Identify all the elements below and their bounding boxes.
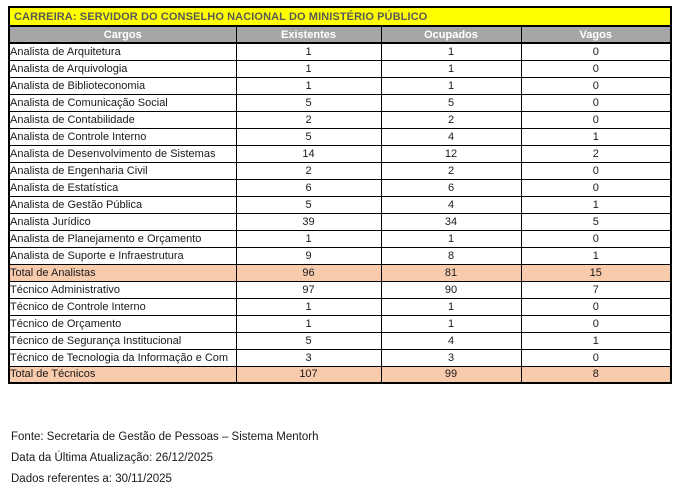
existentes-cell: 1 (236, 315, 381, 332)
table-row (9, 77, 671, 94)
cargo-cell: Analista de Biblioteconomia (9, 77, 236, 94)
table-row (9, 281, 671, 298)
cargo-cell: Analista de Estatística (9, 179, 236, 196)
footer-source: Fonte: Secretaria de Gestão de Pessoas – Sistema Mentorh (11, 431, 319, 443)
ocupados-cell: 34 (381, 213, 521, 230)
existentes-cell: 107 (236, 366, 381, 383)
vagos-cell: 8 (521, 366, 671, 383)
footer-reference-date: Dados referentes a: 30/11/2025 (11, 473, 172, 485)
existentes-cell: 97 (236, 281, 381, 298)
table-row (9, 162, 671, 179)
ocupados-cell: 2 (381, 162, 521, 179)
table-row (9, 349, 671, 366)
cargo-cell: Analista Jurídico (9, 213, 236, 230)
vagos-cell: 0 (521, 162, 671, 179)
cargo-cell: Total de Técnicos (9, 366, 236, 383)
existentes-cell: 14 (236, 145, 381, 162)
cargo-cell: Técnico de Tecnologia da Informação e Com (9, 349, 236, 366)
vagos-cell: 0 (521, 111, 671, 128)
table-row (9, 366, 671, 383)
vagos-cell: 0 (521, 298, 671, 315)
table-row (9, 43, 671, 60)
cargo-cell: Analista de Planejamento e Orçamento (9, 230, 236, 247)
ocupados-cell: 1 (381, 230, 521, 247)
ocupados-cell: 8 (381, 247, 521, 264)
footer-last-update: Data da Última Atualização: 26/12/2025 (11, 452, 214, 464)
ocupados-cell: 4 (381, 332, 521, 349)
existentes-cell: 1 (236, 60, 381, 77)
table-body (9, 43, 671, 383)
vagos-cell: 1 (521, 128, 671, 145)
existentes-cell: 9 (236, 247, 381, 264)
table-row (9, 298, 671, 315)
vagos-cell: 5 (521, 213, 671, 230)
ocupados-cell: 1 (381, 315, 521, 332)
ocupados-cell: 3 (381, 349, 521, 366)
vagos-cell: 1 (521, 247, 671, 264)
vagos-cell: 1 (521, 332, 671, 349)
staff-table (8, 6, 672, 384)
table-row (9, 179, 671, 196)
cargo-cell: Analista de Contabilidade (9, 111, 236, 128)
table-header-row (9, 26, 671, 43)
table-row (9, 145, 671, 162)
ocupados-cell: 4 (381, 128, 521, 145)
column-header-vagos: Vagos (521, 26, 671, 43)
ocupados-cell: 1 (381, 43, 521, 60)
cargo-cell: Analista de Gestão Pública (9, 196, 236, 213)
vagos-cell: 2 (521, 145, 671, 162)
existentes-cell: 96 (236, 264, 381, 281)
table-row (9, 230, 671, 247)
vagos-cell: 7 (521, 281, 671, 298)
existentes-cell: 5 (236, 94, 381, 111)
ocupados-cell: 1 (381, 298, 521, 315)
cargo-cell: Técnico de Controle Interno (9, 298, 236, 315)
ocupados-cell: 1 (381, 77, 521, 94)
cargo-cell: Total de Analistas (9, 264, 236, 281)
vagos-cell: 0 (521, 179, 671, 196)
table-row (9, 213, 671, 230)
vagos-cell: 0 (521, 60, 671, 77)
ocupados-cell: 5 (381, 94, 521, 111)
existentes-cell: 39 (236, 213, 381, 230)
table-row (9, 247, 671, 264)
cargo-cell: Analista de Suporte e Infraestrutura (9, 247, 236, 264)
existentes-cell: 3 (236, 349, 381, 366)
ocupados-cell: 2 (381, 111, 521, 128)
existentes-cell: 2 (236, 111, 381, 128)
footer-notes (11, 427, 318, 490)
table-title-row (9, 7, 671, 26)
vagos-cell: 0 (521, 315, 671, 332)
ocupados-cell: 81 (381, 264, 521, 281)
existentes-cell: 5 (236, 196, 381, 213)
existentes-cell: 5 (236, 332, 381, 349)
ocupados-cell: 4 (381, 196, 521, 213)
cargo-cell: Técnico Administrativo (9, 281, 236, 298)
table-row (9, 128, 671, 145)
column-header-ocupados: Ocupados (381, 26, 521, 43)
ocupados-cell: 12 (381, 145, 521, 162)
existentes-cell: 2 (236, 162, 381, 179)
cargo-cell: Analista de Comunicação Social (9, 94, 236, 111)
table-row (9, 264, 671, 281)
column-header-existentes: Existentes (236, 26, 381, 43)
table-row (9, 60, 671, 77)
table-row (9, 94, 671, 111)
cargo-cell: Técnico de Segurança Institucional (9, 332, 236, 349)
ocupados-cell: 1 (381, 60, 521, 77)
table-row (9, 315, 671, 332)
existentes-cell: 5 (236, 128, 381, 145)
ocupados-cell: 99 (381, 366, 521, 383)
existentes-cell: 1 (236, 43, 381, 60)
existentes-cell: 1 (236, 77, 381, 94)
cargo-cell: Analista de Controle Interno (9, 128, 236, 145)
cargo-cell: Analista de Engenharia Civil (9, 162, 236, 179)
vagos-cell: 0 (521, 94, 671, 111)
vagos-cell: 0 (521, 230, 671, 247)
column-header-cargos: Cargos (9, 26, 236, 43)
vagos-cell: 15 (521, 264, 671, 281)
cargo-cell: Analista de Arquivologia (9, 60, 236, 77)
ocupados-cell: 6 (381, 179, 521, 196)
cargo-cell: Técnico de Orçamento (9, 315, 236, 332)
table-title: CARREIRA: SERVIDOR DO CONSELHO NACIONAL DO MINISTÉRIO PÚBLICO (9, 7, 671, 26)
existentes-cell: 1 (236, 298, 381, 315)
cargo-cell: Analista de Desenvolvimento de Sistemas (9, 145, 236, 162)
existentes-cell: 6 (236, 179, 381, 196)
vagos-cell: 1 (521, 196, 671, 213)
existentes-cell: 1 (236, 230, 381, 247)
vagos-cell: 0 (521, 77, 671, 94)
table-row (9, 111, 671, 128)
cargo-cell: Analista de Arquitetura (9, 43, 236, 60)
vagos-cell: 0 (521, 349, 671, 366)
ocupados-cell: 90 (381, 281, 521, 298)
table-row (9, 332, 671, 349)
table-row (9, 196, 671, 213)
vagos-cell: 0 (521, 43, 671, 60)
